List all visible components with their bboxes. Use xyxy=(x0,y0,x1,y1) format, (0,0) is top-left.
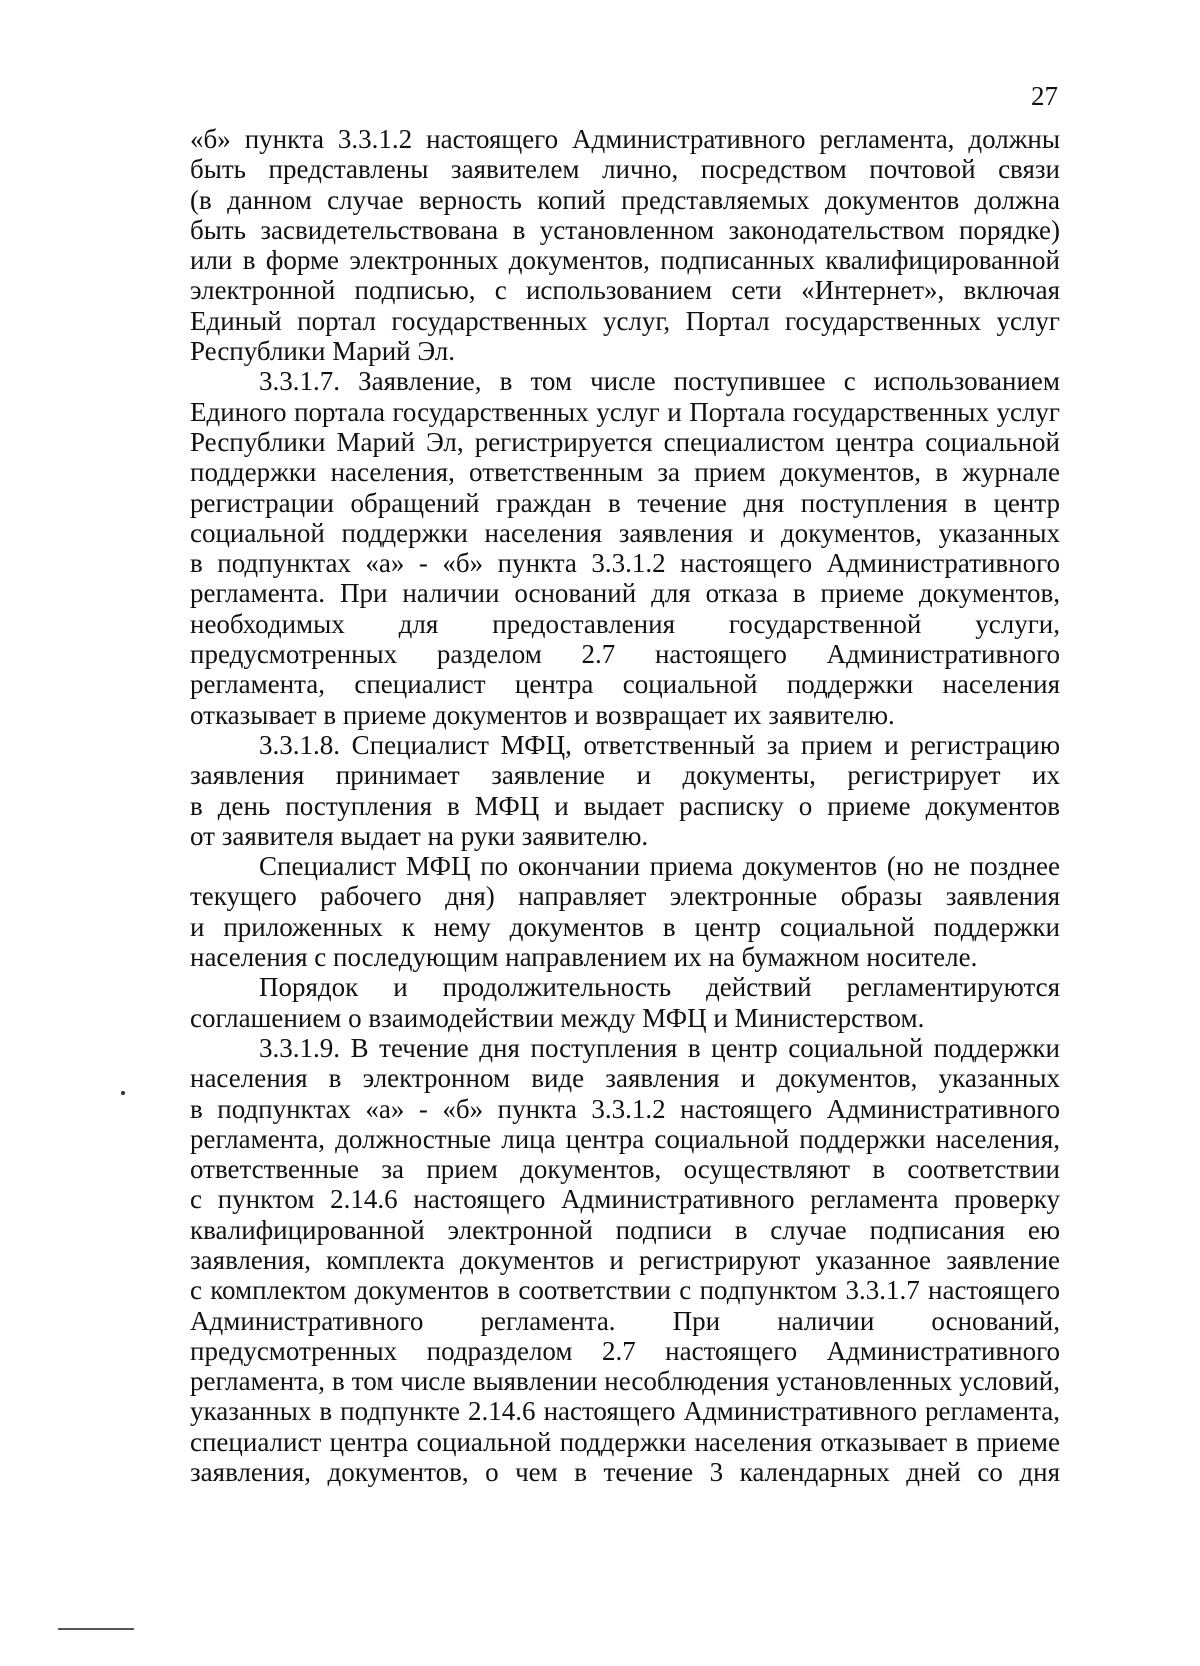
text-line: Республики Марий Эл, регистрируется специалистом центра социальной xyxy=(190,426,1060,457)
text-line: отказывает в приеме документов и возвращает их заявителю. xyxy=(190,699,895,730)
text-line: указанных в подпункте 2.14.6 настоящего Административного регламента, xyxy=(190,1396,1060,1427)
page-number: 27 xyxy=(1031,81,1058,111)
text-line: быть засвидетельствована в установленном законодательством порядке) xyxy=(190,214,1060,245)
text-line: 3.3.1.8. Специалист МФЦ, ответственный за прием и регистрацию xyxy=(259,729,1060,760)
text-line: с пунктом 2.14.6 настоящего Административного регламента проверку xyxy=(190,1184,1060,1215)
text-line: или в форме электронных документов, подписанных квалифицированной xyxy=(190,245,1060,276)
text-line: в подпунктах «а» - «б» пункта 3.3.1.2 настоящего Административного xyxy=(190,548,1060,579)
text-line: Административного регламента. При наличии оснований, xyxy=(190,1305,1060,1336)
text-line: специалист центра социальной поддержки населения отказывает в приеме xyxy=(190,1426,1060,1457)
text-line: регламента, должностные лица центра социальной поддержки населения, xyxy=(190,1123,1060,1154)
text-line: текущего рабочего дня) направляет электронные образы заявления xyxy=(190,881,1060,912)
text-line: с комплектом документов в соответствии с подпунктом 3.3.1.7 настоящего xyxy=(190,1275,1060,1306)
text-line: регламента, в том числе выявлении несоблюдения установленных условий, xyxy=(190,1366,1060,1397)
text-line: предусмотренных разделом 2.7 настоящего Административного xyxy=(190,639,1060,670)
text-line: 3.3.1.9. В течение дня поступления в центр социальной поддержки xyxy=(259,1032,1060,1063)
text-line: Единого портала государственных услуг и Портала государственных услуг xyxy=(190,396,1060,427)
text-line: и приложенных к нему документов в центр социальной поддержки xyxy=(190,911,1060,942)
text-line: необходимых для предоставления государственной услуги, xyxy=(190,608,1060,639)
text-line: поддержки населения, ответственным за прием документов, в журнале xyxy=(190,457,1060,488)
text-line: регламента. При наличии оснований для отказа в приеме документов, xyxy=(190,578,1060,609)
text-line: населения с последующим направлением их на бумажном носителе. xyxy=(190,942,978,973)
text-line: регламента, специалист центра социальной поддержки населения xyxy=(190,669,1060,700)
text-line: 3.3.1.7. Заявление, в том числе поступившее с использованием xyxy=(259,366,1060,397)
text-line: Порядок и продолжительность действий регламентируются xyxy=(259,972,1060,1003)
text-line: в подпунктах «а» - «б» пункта 3.3.1.2 настоящего Административного xyxy=(190,1093,1060,1124)
text-line: предусмотренных подразделом 2.7 настоящего Административного xyxy=(190,1335,1060,1366)
text-line: заявления, комплекта документов и регистрируют указанное заявление xyxy=(190,1244,1060,1275)
text-line: заявления принимает заявление и документы, регистрирует их xyxy=(190,760,1060,791)
text-line: Единый портал государственных услуг, Портал государственных услуг xyxy=(190,305,1060,336)
text-line: в день поступления в МФЦ и выдает расписку о приеме документов xyxy=(190,790,1060,821)
text-line: Специалист МФЦ по окончании приема документов (но не позднее xyxy=(259,851,1060,882)
text-line: от заявителя выдает на руки заявителю. xyxy=(190,820,649,851)
text-line: электронной подписью, с использованием сети «Интернет», включая xyxy=(190,275,1060,306)
text-line: ответственные за прием документов, осуществляют в соответствии xyxy=(190,1154,1060,1185)
text-line: квалифицированной электронной подписи в случае подписания ею xyxy=(190,1214,1060,1245)
text-line: соглашением о взаимодействии между МФЦ и Министерством. xyxy=(190,1002,925,1033)
body-text xyxy=(190,124,1060,1487)
scan-dot-mark xyxy=(121,1091,125,1095)
text-line: быть представлены заявителем лично, посредством почтовой связи xyxy=(190,154,1060,185)
text-line: Республики Марий Эл. xyxy=(190,336,456,367)
text-line: социальной поддержки населения заявления и документов, указанных xyxy=(190,517,1060,548)
text-line: населения в электронном виде заявления и документов, указанных xyxy=(190,1063,1060,1094)
text-line: заявления, документов, о чем в течение 3 календарных дней со дня xyxy=(190,1457,1060,1488)
text-line: (в данном случае верность копий представляемых документов должна xyxy=(190,184,1060,215)
scan-line-mark xyxy=(58,1628,134,1630)
text-line: регистрации обращений граждан в течение дня поступления в центр xyxy=(190,487,1060,518)
text-line: «б» пункта 3.3.1.2 настоящего Административного регламента, должны xyxy=(190,124,1060,154)
